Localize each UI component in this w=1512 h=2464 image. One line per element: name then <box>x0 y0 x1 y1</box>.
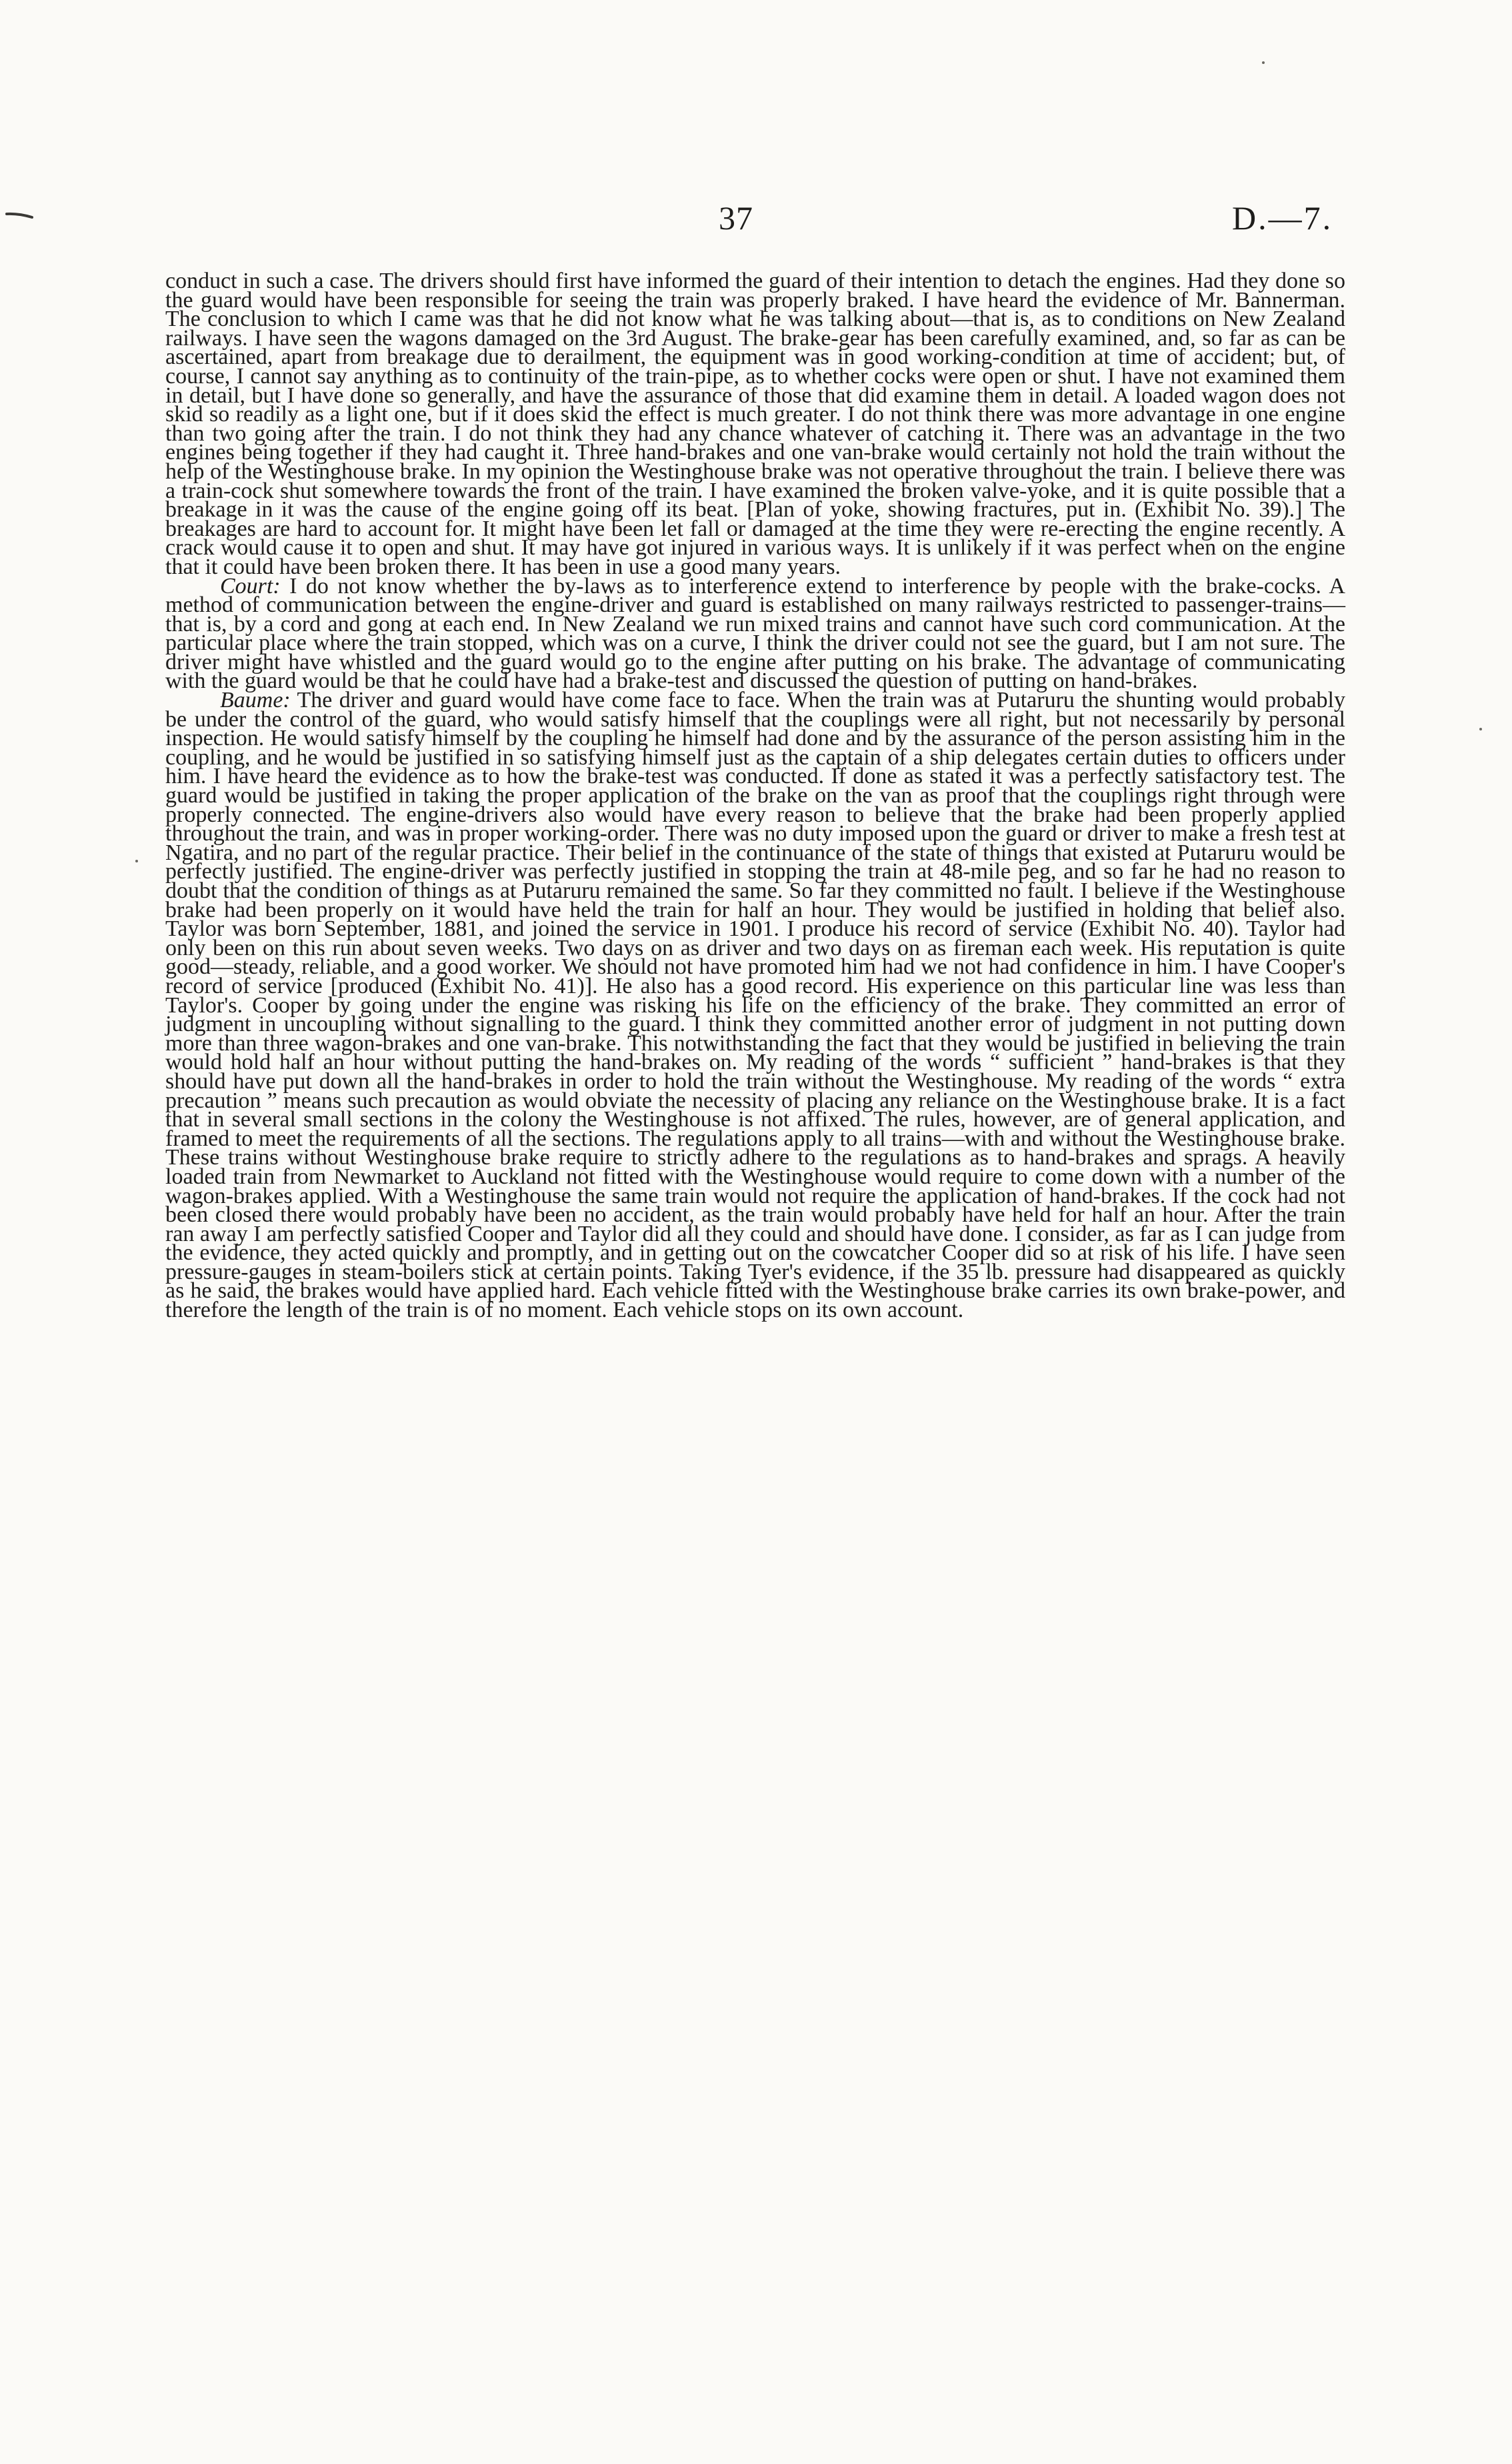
speaker-label: Court: <box>220 573 281 599</box>
paragraph-text: The driver and guard would have come face to face. When the train was at Putaruru the shunting would probably be under the control of the guard, who would satisfy himself that the couplings were all right, but not necessarily by personal inspection. He would satisfy himself by the coupling he himself had done and by the assurance of the person assisting him in the coupling, and he would be justified in so satisfying himself just as the captain of a ship delegates certain duties to officers under him. I have heard the evidence as to how the brake-test was conducted. If done as stated it was a perfectly satisfactory test. The guard would be justified in taking the proper application of the brake on the van as proof that the couplings right through were properly connected. The engine-drivers also would have every reason to believe that the brake had been properly applied throughout the train, and was in proper working-order. There was no duty imposed upon the guard or driver to make a fresh test at Ngatira, and no part of the regular practice. Their belief in the continuance of the state of things that existed at Putaruru would be perfectly justified. The engine-driver was perfectly justified in stopping the train at 48-mile peg, and so far he had no reason to doubt that the condition of things as at Putaruru remained the same. So far they committed no fault. I believe if the Westinghouse brake had been properly on it would have held the train for half an hour. They would be justified in holding that belief also. Taylor was born September, 1881, and joined the service in 1901. I produce his record of service (Exhibit No. 40). Taylor had only been on this run about seven weeks. Two days on as driver and two days on as fireman each week. His reputation is quite good—steady, reliable, and a good worker. We should not have promoted him had we not had confidence in him. I have Cooper's record of service [produced (Exhibit No. 41)]. He also has a good record. His experience on this particular line was less than Taylor's. Cooper by going under the engine was risking his life on the efficiency of the brake. They committed an error of judgment in uncoupling without signalling to the guard. I think they committed another error of judgment in not putting down more than three wagon-brakes and one van-brake. This notwithstanding the fact that they would be justified in believing the train would hold half an hour without putting the hand-brakes on. My reading of the words “ sufficient ” hand-brakes is that they should have put down all the hand-brakes in order to hold the train without the Westinghouse. My reading of the words “ extra precaution ” means such precaution as would obviate the necessity of placing any reliance on the Westinghouse brake. It is a fact that in several small sections in the colony the Westinghouse is not affixed. The rules, however, are of general application, and framed to meet the requirements of all the sections. The regulations apply to all trains—with and without the Westinghouse brake. These trains without Westinghouse brake require to strictly adhere to the regulations as to hand-brakes and sprags. A heavily loaded train from Newmarket to Auckland not fitted with the Westinghouse would require to come down with a number of the wagon-brakes applied. With a Westinghouse the same train would not require the application of hand-brakes. If the cock had not been closed there would probably have been no accident, as the train would probably have held for half an hour. After the train ran away I am perfectly satisfied Cooper and Taylor did all they could and should have done. I consider, as far as I can judge from the evidence, they acted quickly and promptly, and in getting out on the cowcatcher Cooper did so at risk of his life. I have seen pressure-gauges in steam-boilers stick at certain points. Taking Tyer's evidence, if the 35 lb. pressure had disappeared as quickly as he said, the brakes would have applied hard. Each vehicle fitted with the Westinghouse brake carries its own brake-power, and therefore the length of the train is of no moment. Each vehicle stops on its own account. <box>165 688 1345 1323</box>
ink-speck <box>1262 61 1265 64</box>
paragraph-text: conduct in such a case. The drivers should first have informed the guard of their intention to detach the engines. Had they done so the guard would have been responsible for seeing the train was properly braked. I have heard the evidence of Mr. Bannerman. The conclusion to which I came was that he did not know what he was talking about—that is, as to conditions on New Zealand railways. I have seen the wagons damaged on the 3rd August. The brake-gear has been carefully examined, and, so far as can be ascertained, apart from breakage due to derailment, the equipment was in good working-condition at time of accident; but, of course, I cannot say anything as to continuity of the train-pipe, as to whether cocks were open or shut. I have not examined them in detail, but I have done so generally, and have the assurance of those that did examine them in detail. A loaded wagon does not skid so readily as a light one, but if it does skid the effect is much greater. I do not think there was more advantage in one engine than two going after the train. I do not think they had any chance whatever of catching it. There was an advantage in the two engines being together if they had caught it. Three hand-brakes and one van-brake would certainly not hold the train without the help of the Westinghouse brake. In my opinion the Westinghouse brake was not operative throughout the train. I believe there was a train-cock shut somewhere towards the front of the train. I have examined the broken valve-yoke, and it is quite possible that a breakage in it was the cause of the engine going off its beat. [Plan of yoke, showing fractures, put in. (Exhibit No. 39).] The breakages are hard to account for. It might have been let fall or damaged at the time they were re-erecting the engine recently. A crack would cause it to open and shut. It may have got injured in various ways. It is unlikely if it was perfect when on the engine that it could have been broken there. It has been in use a good many years. <box>165 269 1345 579</box>
testimony-body <box>165 269 1345 1323</box>
speaker-label: Baume: <box>220 688 291 713</box>
paragraph-court <box>165 573 1345 694</box>
ink-speck <box>1479 728 1482 730</box>
document-reference: D.—7. <box>1232 199 1333 237</box>
ink-speck <box>135 860 138 862</box>
paragraph-baume <box>165 688 1345 1323</box>
page-number: 37 <box>719 199 753 237</box>
margin-ink-mark <box>5 212 33 219</box>
paragraph-continuation <box>165 269 1345 579</box>
paragraph-text: I do not know whether the by-laws as to interference extend to interference by people with the brake-cocks. A method of communication between the engine-driver and guard is established on many railways restricted to passenger-trains—that is, by a cord and gong at each end. In New Zealand we run mixed trains and cannot have such cord communication. At the particular place where the train stopped, which was on a curve, I think the driver could not see the guard, but I am not sure. The driver might have whistled and the guard would go to the engine after putting on his brake. The advantage of communicating with the guard would be that he could have had a brake-test and discussed the question of putting on hand-brakes. <box>165 573 1345 694</box>
